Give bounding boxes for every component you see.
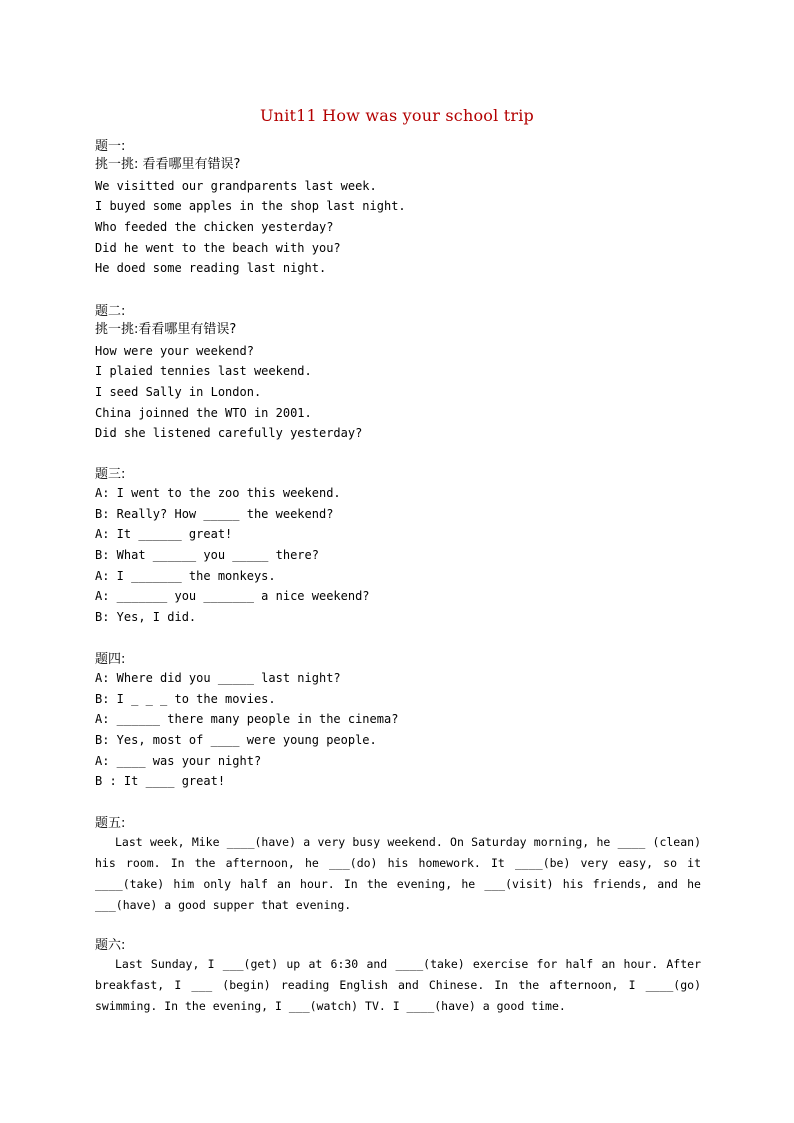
dialogue-line: B: Yes, I did. [95,610,197,625]
section-heading: 题五: [95,816,126,831]
dialogue-line: B: Yes, most of ____ were young people. [95,733,377,748]
section-heading: 题一: [95,139,126,154]
dialogue-line: B: What ______ you _____ there? [95,548,319,563]
sentence-line: Did he went to the beach with you? [95,240,341,255]
dialogue-line: A: ____ was your night? [95,753,262,768]
dialogue-line: A: _______ you _______ a nice weekend? [95,589,370,604]
instruction-line: 挑一挑:看看哪里有错误? [95,322,237,337]
section-2 [95,303,701,444]
sentence-line: China joinned the WTO in 2001. [95,405,312,420]
cloze-paragraph: Last week, Mike ____(have) a very busy weekend. On Saturday morning, he ____ (clean) his room. In the afternoon, he ___(do) his homework. It ____(be) very easy, so it ____(take) him only half an hour. In the evening, he ___(visit) his friends, and he ___(have) a good supper that evening. [95,835,701,912]
section-3 [95,466,701,628]
sentence-line: He doed some reading last night. [95,261,327,276]
cloze-paragraph: Last Sunday, I ___(get) up at 6:30 and ____(take) exercise for half an hour. After breakfast, I ___ (begin) reading English and Chinese. In the afternoon, I ____(go) swimming. In the evening, I ___(watch) TV. I ____(have) a good time. [95,957,701,1013]
section-heading: 题六: [95,938,126,953]
sentence-line: I seed Sally in London. [95,385,262,400]
dialogue-line: A: It ______ great! [95,527,233,542]
sentence-line: How were your weekend? [95,343,254,358]
sentence-line: We visitted our grandparents last week. [95,178,377,193]
section-4 [95,651,701,792]
section-6 [95,937,701,1017]
sentence-line: I buyed some apples in the shop last night. [95,199,406,214]
sentence-line: Who feeded the chicken yesterday? [95,220,334,235]
sentence-line: Did she listened carefully yesterday? [95,426,363,441]
page-title: Unit11 How was your school trip [260,106,534,125]
dialogue-line: A: Where did you _____ last night? [95,671,341,685]
dialogue-line: B: Really? How _____ the weekend? [95,506,334,521]
dialogue-line: A: I _______ the monkeys. [95,568,276,583]
dialogue-line: A: I went to the zoo this weekend. [95,486,341,500]
dialogue-line: A: ______ there many people in the cinema? [95,712,399,727]
section-heading: 题四: [95,652,126,667]
sentence-line: I plaied tennies last weekend. [95,364,312,379]
section-5 [95,815,701,916]
section-1 [95,138,701,279]
section-heading: 题二: [95,304,126,319]
instruction-line: 挑一挑: 看看哪里有错误? [95,157,241,172]
dialogue-line: B : It ____ great! [95,774,226,789]
section-heading: 题三: [95,467,126,482]
dialogue-line: B: I _ _ _ to the movies. [95,691,276,706]
